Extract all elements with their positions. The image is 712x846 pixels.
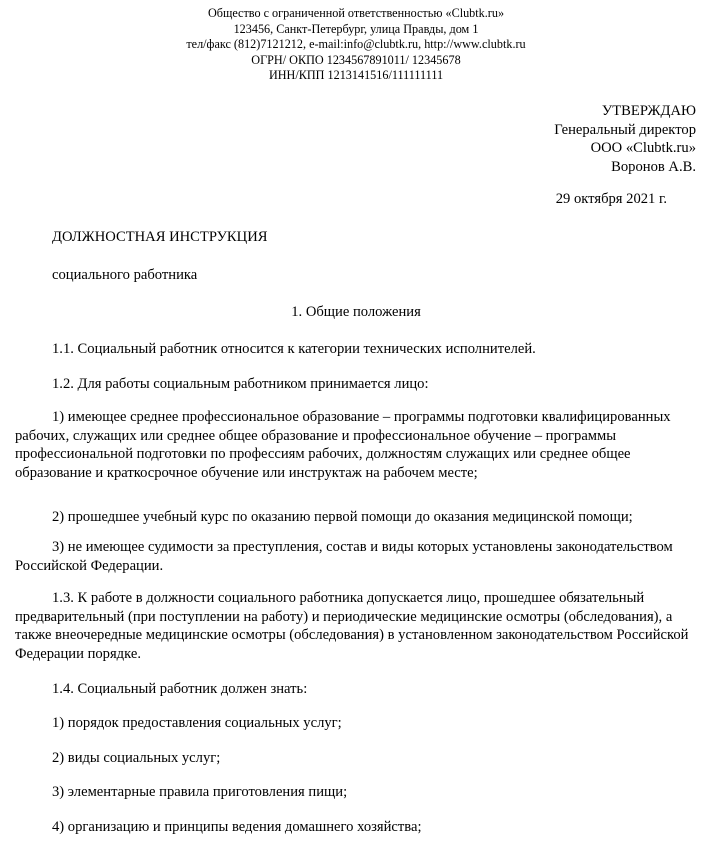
approval-organization: ООО «Clubtk.ru»: [590, 140, 696, 156]
document-title: ДОЛЖНОСТНАЯ ИНСТРУКЦИЯ: [52, 229, 268, 245]
company-address: 123456, Санкт-Петербург, улица Правды, дом 1: [233, 21, 479, 36]
paragraph-1-3: 1.3. К работе в должности социального работника допускается лицо, прошедшее обязательный предварительный (при поступлении на работу) и периодические медицинские осмотры (обследования), а также внеочередные медицинские осмотры (обследования) в установленном законодательством Российской Федерации порядке.: [15, 590, 689, 662]
approval-position: Генеральный директор: [554, 121, 696, 138]
list-item: 2) прошедшее учебный курс по оказанию первой помощи до оказания медицинской помощи;: [52, 509, 633, 525]
company-inn: ИНН/КПП 1213141516/111111111: [268, 68, 444, 82]
company-ogrn: ОГРН/ ОКПО 1234567891011/ 12345678: [251, 52, 461, 67]
list-item: 1) имеющее среднее профессиональное образование – программы подготовки квалифицированных рабочих, служащих или среднее общее образование и профессиональное обучение – программы профессиональной подготовки по профессиям рабочих, должностям служащих или среднее общее образование и краткосрочное обучение или инструктаж на рабочем месте;: [15, 409, 671, 481]
list-item: 3) элементарные правила приготовления пищи;: [52, 784, 348, 800]
company-name: Общество с ограниченной ответственностью «Clubtk.ru»: [207, 6, 505, 20]
document-subtitle: социального работника: [52, 267, 198, 283]
list-item: 2) виды социальных услуг;: [52, 750, 221, 766]
company-header: [0, 6, 712, 84]
approval-date: 29 октября 2021 г.: [555, 191, 667, 207]
approval-heading: УТВЕРЖДАЮ: [601, 103, 696, 119]
approval-block: [554, 102, 696, 176]
paragraph-1-2: 1.2. Для работы социальным работником принимается лицо:: [52, 376, 429, 392]
list-item: 3) не имеющее судимости за преступления, состав и виды которых установлены законодательством Российской Федерации.: [15, 539, 673, 574]
paragraph-1-1: 1.1. Социальный работник относится к категории технических исполнителей.: [52, 341, 536, 357]
approval-signatory: Воронов А.В.: [611, 158, 696, 175]
company-contacts: тел/факс (812)7121212, e-mail:info@clubtk.ru, http://www.clubtk.ru: [186, 37, 526, 51]
list-item: 4) организацию и принципы ведения домашнего хозяйства;: [52, 819, 422, 835]
list-item: 1) порядок предоставления социальных услуг;: [52, 715, 342, 731]
paragraph-1-4: 1.4. Социальный работник должен знать:: [52, 681, 308, 697]
section-heading: 1. Общие положения: [291, 304, 421, 320]
